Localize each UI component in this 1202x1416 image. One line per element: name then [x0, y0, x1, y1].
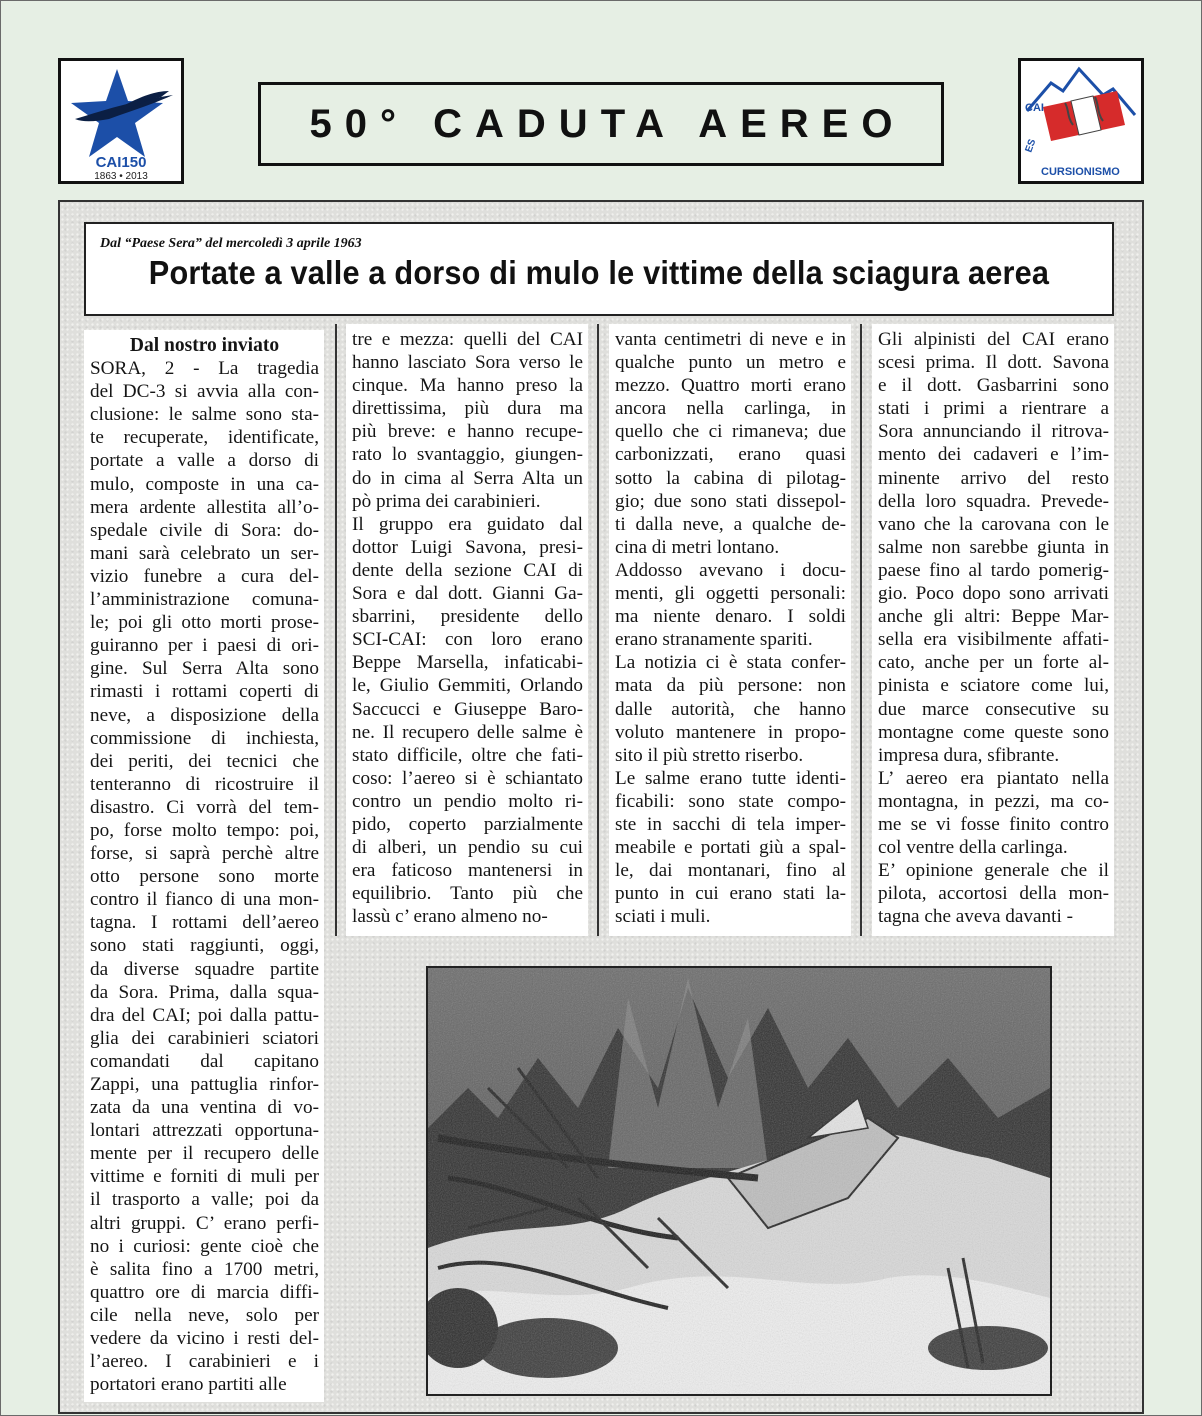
article-byline: Dal nostro inviato	[129, 335, 280, 356]
text-line: e il dott. Gasbarrini sono	[878, 375, 1109, 397]
text-line: sella era visibilmente affati-	[878, 629, 1109, 651]
text-column-4	[872, 324, 1114, 936]
text-line: il trasporto a valle; poi da	[90, 1189, 319, 1211]
text-line: altri gruppi. C’ erano perfi-	[90, 1212, 319, 1234]
text-line: vano che la carovana con le	[878, 513, 1109, 535]
text-line: stati i primi a rientrare a	[878, 398, 1109, 420]
text-line: sbarrini, presidente dello	[352, 606, 583, 628]
text-line: SCI-CAI: con loro erano	[352, 629, 583, 651]
text-line: le, dai montanari, fino al	[615, 860, 846, 882]
text-line: stato difficile, oltre che fati-	[352, 744, 583, 766]
text-line: Beppe Marsella, infaticabi-	[352, 652, 583, 674]
text-line: Sora e dal dott. Gianni Ga-	[352, 583, 583, 605]
text-line: portatori erano partiti alle	[90, 1374, 287, 1396]
text-line: l’amministrazione comuna-	[90, 589, 319, 611]
text-line: minente arrivo del resto	[878, 467, 1109, 489]
text-line: tagna. I rottami dell’aereo	[90, 912, 319, 934]
logo-cai-label: CAI	[1025, 102, 1044, 114]
text-line: sito il più stretto riserbo.	[615, 744, 804, 766]
text-line: SORA, 2 - La tragedia	[90, 358, 319, 380]
text-line: ancora nella carlinga, in	[615, 398, 846, 420]
text-line: do in cima al Serra Alta un	[352, 467, 583, 489]
text-line: direttissima, più dura ma	[352, 398, 583, 420]
text-line: sciati i muli.	[615, 906, 711, 928]
text-line: pò prima dei carabinieri.	[352, 490, 541, 512]
text-line: Sora annunciando il ritrova-	[878, 421, 1109, 443]
cai-escursionismo-logo	[1018, 58, 1144, 184]
text-line: mulo, composte in una ca-	[90, 473, 319, 495]
text-line: quattro ore di marcia diffi-	[90, 1281, 319, 1303]
text-line: paese fino al tardo pomerig-	[878, 559, 1109, 581]
text-line: rato lo svantaggio, giungen-	[352, 444, 583, 466]
text-column-1	[84, 330, 324, 1402]
text-line: cile nella neve, solo per	[90, 1304, 319, 1326]
text-line: montagne come queste sono	[878, 721, 1109, 743]
text-line: tagna che aveva davanti -	[878, 906, 1073, 928]
page-title: 50° CADUTA AEREO	[309, 101, 906, 146]
text-line: cato, anche per un forte al-	[878, 652, 1109, 674]
text-line: mata da più persone: non	[615, 675, 846, 697]
text-line: E’ opinione generale che il	[878, 860, 1109, 882]
text-line: lassù c’ erano almeno no-	[352, 906, 548, 928]
text-line: contro un pendio molto ri-	[352, 790, 583, 812]
text-line: me se vi fosse finito contro	[878, 813, 1109, 835]
text-line: della loro squadra. Prevede-	[878, 490, 1109, 512]
text-line: ste in sacchi di tela imper-	[615, 813, 846, 835]
text-line: Saccucci e Giuseppe Baro-	[352, 698, 583, 720]
text-line: mente per il recupero delle	[90, 1143, 319, 1165]
text-line: neve, a disposizione della	[90, 704, 319, 726]
column-divider	[335, 324, 337, 936]
text-line: equilibrio. Tanto più che	[352, 883, 583, 905]
text-line: gine. Sul Serra Alta sono	[90, 658, 319, 680]
text-line: La notizia ci è stata confer-	[615, 652, 846, 674]
text-line: Le salme erano tutte identi-	[615, 767, 846, 789]
text-line: salme non sarebbe giunta in	[878, 536, 1109, 558]
text-line: vanta centimetri di neve e in	[615, 329, 846, 350]
text-line: cina di metri lontano.	[615, 536, 780, 558]
text-line: quello che ci rimaneva; due	[615, 421, 846, 443]
text-line: vizio funebre a cura del-	[90, 565, 319, 587]
text-column-2	[346, 324, 588, 936]
text-line: di alberi, un pendio su cui	[352, 837, 583, 859]
text-line: era faticoso mantenersi in	[352, 860, 583, 882]
text-line: vedere da vicino i resti del-	[90, 1328, 319, 1350]
text-line: scesi prima. Il dott. Savona	[878, 352, 1109, 374]
text-line: sotto la cabina di pilotag-	[615, 467, 846, 489]
text-line: glia dei carabinieri sciatori	[90, 1027, 319, 1049]
logo-es-label: ES	[1023, 137, 1039, 155]
text-line: punto in cui erano stati la-	[615, 883, 846, 905]
text-line: dente della sezione CAI di	[352, 559, 583, 581]
headline-box	[84, 222, 1114, 316]
column-divider	[597, 324, 599, 936]
text-line: pilota, accortosi della mon-	[878, 883, 1109, 905]
text-line: carbonizzati, erano quasi	[615, 444, 846, 466]
text-line: Addosso avevano i docu-	[615, 559, 846, 581]
text-line: L’ aereo era piantato nella	[878, 767, 1109, 789]
text-line: otto persone sono morte	[90, 866, 319, 888]
logo-escursionismo-label: CURSIONISMO	[1041, 166, 1120, 178]
wreck-photo	[426, 966, 1052, 1396]
text-line: po, forse molto tempo: poi,	[90, 819, 319, 841]
cai-150-logo	[58, 58, 184, 184]
text-column-3	[609, 324, 851, 936]
text-line: Gli alpinisti del CAI erano	[878, 329, 1109, 350]
text-line: dottor Luigi Savona, presi-	[352, 536, 583, 558]
text-line: Zappi, una pattuglia rinfor-	[90, 1074, 319, 1095]
text-line: dei periti, dei tecnici che	[90, 750, 319, 772]
text-line: ma niente denaro. I soldi	[615, 606, 846, 628]
logo-years-text: 1863 • 2013	[94, 171, 148, 181]
text-line: ti dalla neve, a qualche de-	[615, 513, 846, 535]
text-line: dra del CAI; poi dalla pattu-	[90, 1004, 319, 1026]
text-line: le, Giulio Gemmiti, Orlando	[352, 675, 583, 697]
text-line: guiranno per i paesi di ori-	[90, 635, 319, 657]
text-line: sono stati raggiunti, oggi,	[90, 935, 319, 957]
text-line: mera ardente allestita all’o-	[90, 496, 319, 518]
text-line: le; poi gli otto morti prose-	[90, 612, 319, 634]
text-line: lontari attrezzati opportuna-	[90, 1120, 319, 1142]
text-line: vittime e forniti di muli per	[90, 1166, 319, 1188]
text-line: comandati dal capitano	[90, 1050, 319, 1072]
text-line: coso: l’aereo si è schiantato	[352, 767, 583, 789]
text-line: hanno lasciato Sora verso le	[352, 352, 583, 374]
text-line: pido, coperto parzialmente	[352, 813, 583, 835]
column-divider	[860, 324, 862, 936]
text-line: da diverse squadre partite	[90, 958, 319, 980]
text-line: Il gruppo era guidato dal	[352, 513, 583, 535]
text-line: montagna, in pezzi, ma co-	[878, 790, 1109, 812]
star-swift-icon	[61, 61, 181, 181]
mountain-flag-icon	[1021, 61, 1141, 181]
text-line: ficabili: sono state compo-	[615, 790, 846, 812]
text-line: due marce consecutive su	[878, 698, 1109, 720]
text-line: meabile e portati giù a spal-	[615, 837, 846, 859]
article-headline: Portate a valle a dorso di mulo le vittime della sciagura aerea	[148, 254, 1050, 291]
text-line: pinista e sciatore come lui,	[878, 675, 1109, 697]
text-line: no i curiosi: gente cioè che	[90, 1235, 319, 1257]
text-line: tre e mezza: quelli del CAI	[352, 329, 583, 350]
text-line: erano stranamente spariti.	[615, 629, 813, 651]
article-source: Dal “Paese Sera” del mercoledì 3 aprile 1963	[100, 236, 362, 251]
text-line: dalle autorità, che hanno	[615, 698, 846, 720]
text-line: più breve: e hanno recupe-	[352, 421, 583, 443]
text-line: qualche punto un metro e	[615, 352, 846, 374]
text-line: voluto mantenere in propo-	[615, 721, 846, 743]
text-line: te recuperate, identificate,	[90, 427, 319, 449]
text-line: ne. Il recupero delle salme è	[352, 721, 583, 743]
text-line: clusione: le salme sono sta-	[90, 404, 319, 426]
text-line: da Sora. Prima, dalla squa-	[90, 981, 319, 1003]
text-line: mezzo. Quattro morti erano	[615, 375, 846, 397]
text-line: zata da una ventina di vo-	[90, 1097, 319, 1119]
title-box	[258, 82, 944, 166]
text-line: del DC-3 si avvia alla con-	[90, 381, 319, 403]
svg-text:CAI150	[96, 154, 147, 171]
text-line: tenteranno di ricostruire il	[90, 773, 319, 795]
text-line: forse, si saprà perchè altre	[90, 843, 319, 865]
text-line: anche gli altri: Beppe Mar-	[878, 606, 1109, 628]
text-line: menti, gli oggetti personali:	[615, 583, 846, 605]
text-line: è salita fino a 1700 metri,	[90, 1258, 319, 1280]
text-line: mento dei cadaveri e l’im-	[878, 444, 1109, 466]
text-line: impresa dura, sfibrante.	[878, 744, 1060, 766]
logo-cai-text: CAI	[95, 154, 122, 171]
text-line: gio; due sono stati dissepol-	[615, 490, 846, 512]
text-line: cinque. Ma hanno preso la	[352, 375, 583, 397]
text-line: portate a valle a dorso di	[90, 450, 319, 472]
text-line: commissione di inchiesta,	[90, 727, 319, 749]
text-line: spedale civile di Sora: do-	[90, 519, 319, 541]
text-line: l’aereo. I carabinieri e i	[90, 1351, 319, 1373]
text-line: gio. Poco dopo sono arrivati	[878, 583, 1109, 605]
logo-150-text: 150	[121, 154, 147, 171]
text-line: rimasti i rottami coperti di	[90, 681, 319, 703]
text-line: mani sarà celebrato un ser-	[90, 542, 319, 564]
text-line: contro il fianco di una mon-	[90, 889, 319, 911]
text-line: disastro. Ci vorrà del tem-	[90, 796, 319, 818]
text-line: col ventre della carlinga.	[878, 837, 1068, 859]
